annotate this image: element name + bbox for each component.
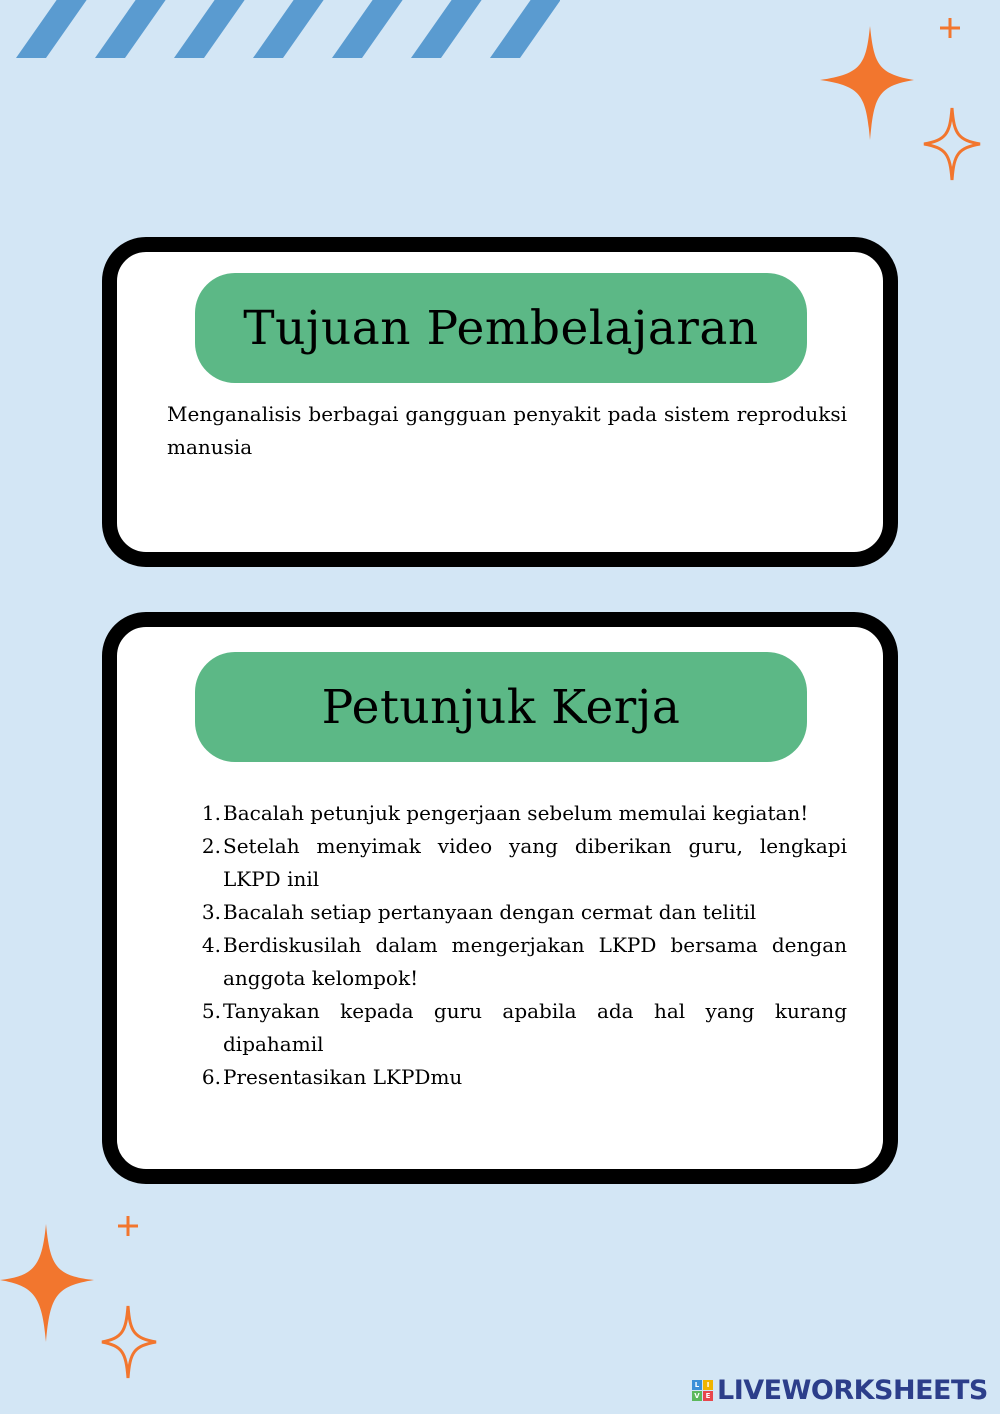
sparkle-icon <box>816 24 916 142</box>
work-instructions-card <box>102 612 898 1184</box>
objective-title: Tujuan Pembelajaran <box>243 300 759 356</box>
list-item: 3. Bacalah setiap pertanyaan dengan cermat dan telitil <box>201 900 757 924</box>
learning-objective-card <box>102 237 898 567</box>
list-item: 6. Presentasikan LKPDmu <box>201 1065 463 1089</box>
liveworksheets-logo[interactable] <box>692 1372 988 1408</box>
objective-text: Menganalisis berbagai gangguan penyakit pada sistem reproduksi manusia <box>167 402 847 459</box>
list-item: 1. Bacalah petunjuk pengerjaan sebelum memulai kegiatan! <box>201 801 809 825</box>
instructions-title-pill <box>195 652 807 762</box>
plus-icon <box>938 16 962 40</box>
instructions-title: Petunjuk Kerja <box>321 679 681 735</box>
sparkle-icon <box>0 1222 96 1344</box>
objective-title-pill <box>195 273 807 383</box>
sparkle-icon <box>98 1302 160 1382</box>
decorative-stripes <box>0 0 560 58</box>
list-item: 2. Setelah menyimak video yang diberikan guru, lengkapi LKPD inil <box>201 834 847 891</box>
list-item: 5. Tanyakan kepada guru apabila ada hal yang kurang dipahamil <box>201 999 847 1056</box>
instruction-list <box>180 797 847 1094</box>
brand-logo-icon: L I V E <box>692 1380 713 1401</box>
sparkle-icon <box>920 104 984 184</box>
list-item: 4. Berdiskusilah dalam mengerjakan LKPD bersama dengan anggota kelompok! <box>201 933 847 990</box>
plus-icon <box>116 1214 140 1238</box>
brand-name: LIVEWORKSHEETS <box>717 1374 988 1406</box>
